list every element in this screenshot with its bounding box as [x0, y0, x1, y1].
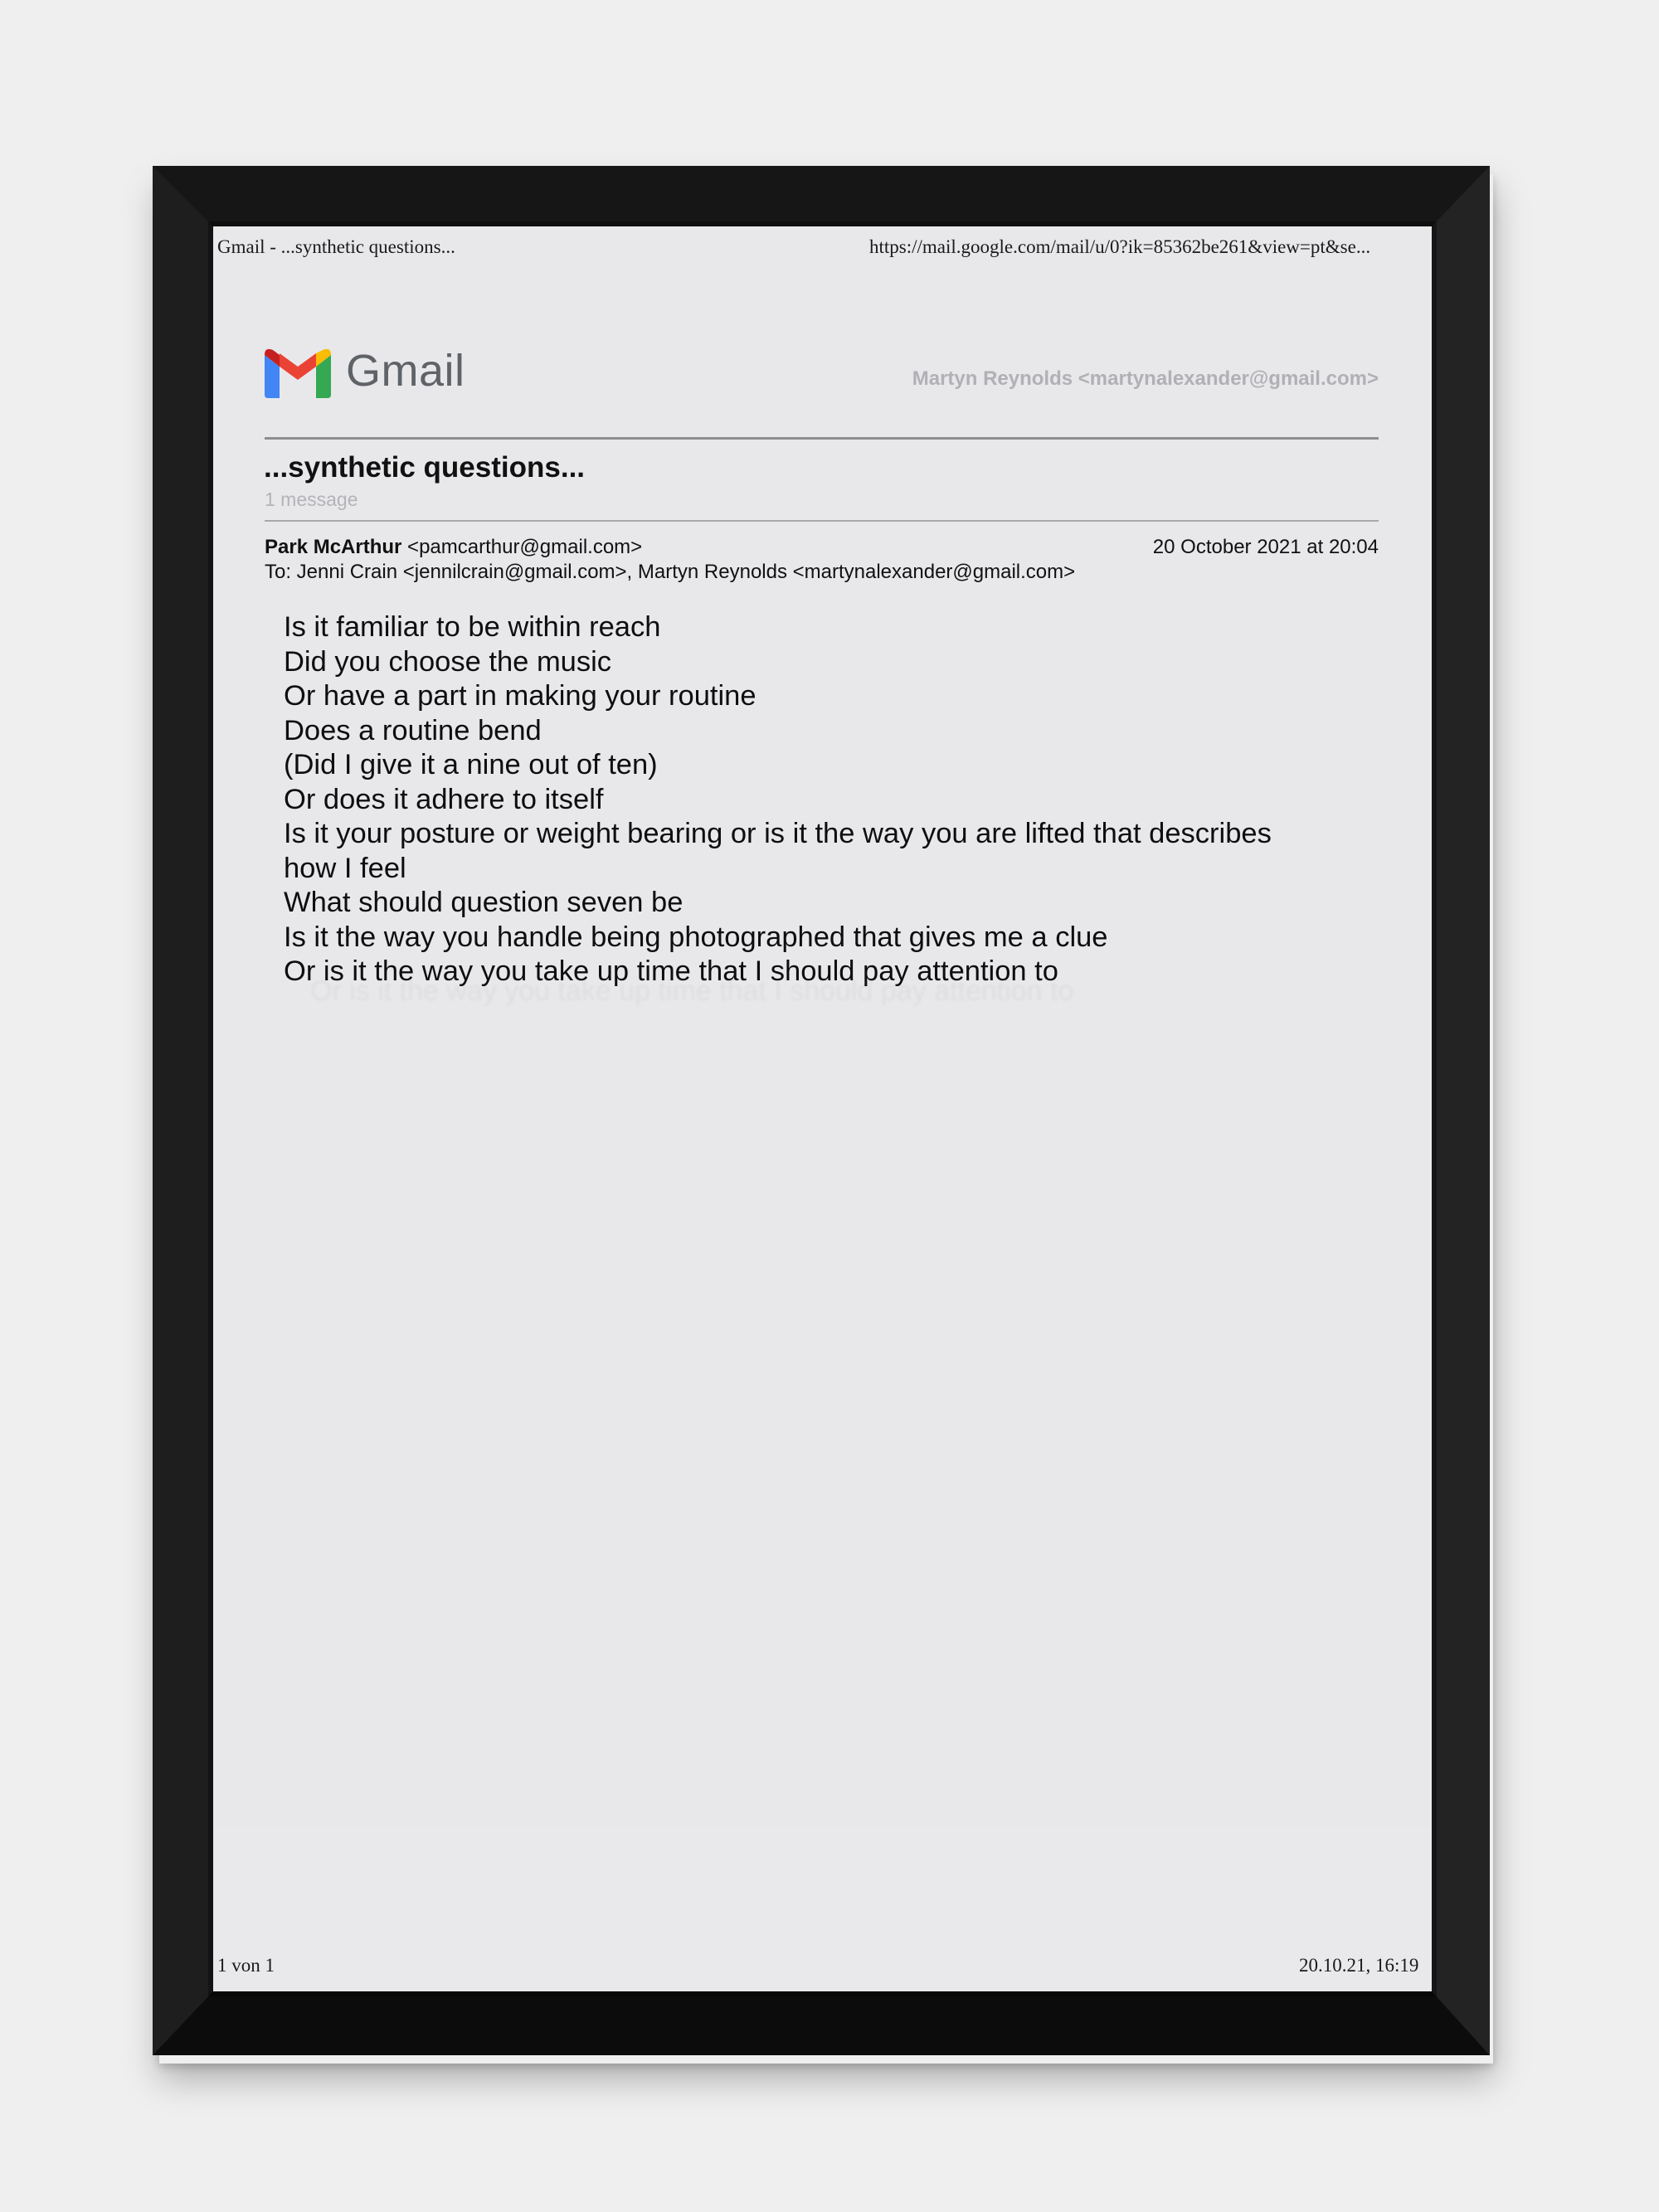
printed-email-sheet: [213, 226, 1432, 1976]
body-line: Did you choose the music: [284, 645, 612, 678]
body-line: Or is it the way you take up time that I should pay attention to: [284, 955, 1058, 987]
print-page-count: 1 von 1: [217, 1955, 275, 1976]
print-timestamp: 20.10.21, 16:19: [1299, 1955, 1419, 1976]
message-divider: [265, 520, 1379, 522]
print-header-title: Gmail - ...synthetic questions...: [217, 236, 455, 257]
body-line: Is it your posture or weight bearing or is it the way you are lifted that describes: [284, 818, 1272, 849]
body-line: Is it the way you handle being photographed that gives me a clue: [284, 921, 1108, 953]
body-line: how I feel: [284, 852, 406, 884]
sender-email: <pamcarthur@gmail.com>: [407, 536, 643, 558]
faded-ghost-line: [310, 975, 1073, 1008]
sender-line: [265, 536, 642, 559]
message-body: [284, 610, 1395, 989]
body-line: Or does it adhere to itself: [284, 783, 604, 815]
account-email: Martyn Reynolds <martynalexander@gmail.com>: [912, 367, 1379, 390]
header-divider: [265, 437, 1379, 440]
body-line: (Did I give it a nine out of ten): [284, 749, 658, 780]
email-subject: ...synthetic questions...: [264, 451, 586, 484]
recipients-line: To: Jenni Crain <jennilcrain@gmail.com>, Martyn Reynolds <martynalexander@gmail.com>: [265, 561, 1076, 583]
body-line: What should question seven be: [284, 887, 684, 918]
sender-name: Park McArthur: [265, 536, 402, 558]
body-line: Does a routine bend: [284, 714, 542, 746]
gmail-logo-icon: [265, 348, 331, 398]
message-count: 1 message: [265, 489, 358, 510]
print-header-url: https://mail.google.com/mail/u/0?ik=85362be261&view=pt&se...: [869, 236, 1371, 257]
body-line: Or have a part in making your routine: [284, 680, 757, 712]
message-date: 20 October 2021 at 20:04: [1152, 536, 1379, 558]
gmail-wordmark: Gmail: [346, 346, 465, 396]
body-line: Is it familiar to be within reach: [284, 611, 661, 643]
